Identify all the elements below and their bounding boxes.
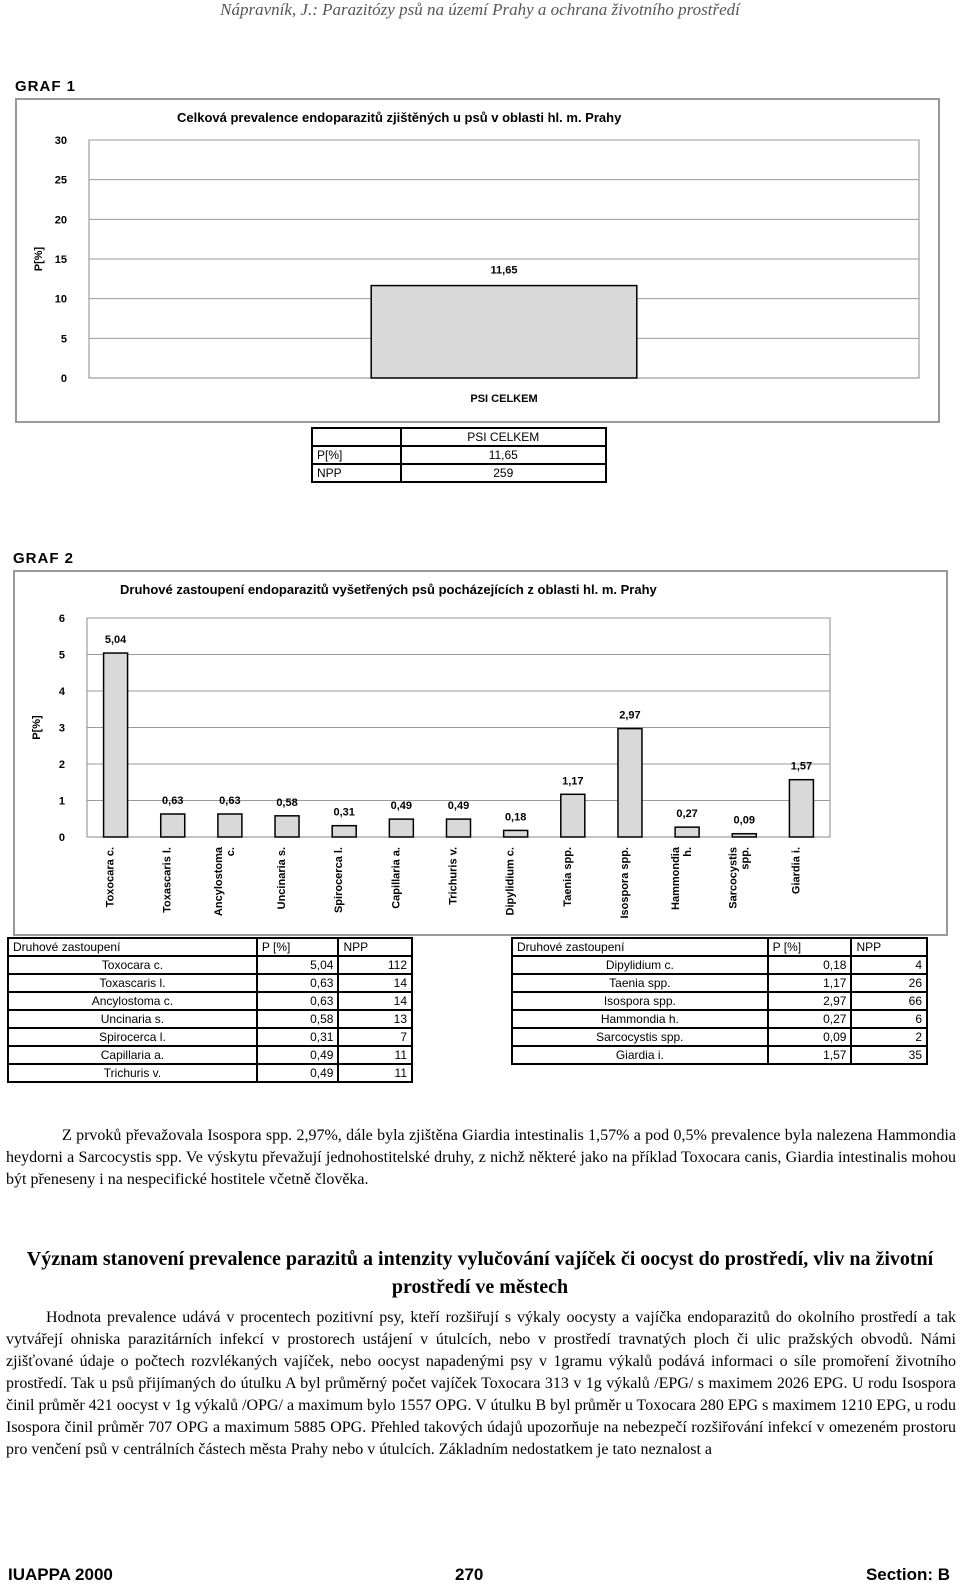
table-row <box>8 974 412 992</box>
x-tick-label: Ancylostoma <box>212 847 225 917</box>
table-cell: 1,57 <box>768 1046 852 1064</box>
bar <box>218 814 242 837</box>
table-cell: 2,97 <box>768 992 852 1010</box>
table-cell: 2 <box>851 1028 927 1046</box>
x-tick-label: c. <box>224 847 237 857</box>
y-tick-label: 20 <box>54 214 67 227</box>
graf1-chart-svg <box>17 100 938 421</box>
table-cell: 0,18 <box>768 956 852 974</box>
bar <box>504 830 528 837</box>
x-tick-label: Isospora spp. <box>618 847 631 919</box>
data-label: 0,49 <box>390 800 413 813</box>
column-header: NPP <box>338 938 412 956</box>
data-label: 0,18 <box>504 811 527 824</box>
x-tick-label: PSI CELKEM <box>470 393 538 405</box>
table-cell: 4 <box>851 956 927 974</box>
table-row <box>8 1046 412 1064</box>
table-cell: 0,09 <box>768 1028 852 1046</box>
table-cell: 13 <box>338 1010 412 1028</box>
x-tick-label: Spirocerca l. <box>333 847 346 914</box>
table-row <box>512 1010 927 1028</box>
table-row <box>512 1046 927 1064</box>
bar <box>104 653 128 837</box>
y-tick-label: 10 <box>54 293 67 306</box>
table-cell: Taenia spp. <box>512 974 768 992</box>
y-tick-label: 25 <box>54 174 67 187</box>
table-cell: Uncinaria s. <box>8 1010 257 1028</box>
table-cell: 0,63 <box>257 974 339 992</box>
table-cell: Toxocara c. <box>8 956 257 974</box>
table-cell: Spirocerca l. <box>8 1028 257 1046</box>
table-cell: 0,27 <box>768 1010 852 1028</box>
table-cell: 5,04 <box>257 956 339 974</box>
graf2-chart-title: Druhové zastoupení endoparazitů vyšetřených psů pocházejících z oblasti hl. m. Prahy <box>120 582 657 597</box>
y-axis-label: P[%] <box>31 715 43 740</box>
y-tick-label: 15 <box>54 254 67 266</box>
table-cell: 1,17 <box>768 974 852 992</box>
bar <box>275 816 299 837</box>
data-label: 0,58 <box>276 796 298 809</box>
footer-right: Section: B <box>865 1565 950 1584</box>
bar <box>446 819 470 837</box>
graf1-table-blank <box>312 428 401 446</box>
data-label: 0,09 <box>733 814 755 827</box>
y-tick-label: 30 <box>54 135 67 147</box>
x-tick-label: spp. <box>739 847 752 870</box>
paragraph-1: Z prvoků převažovala Isospora spp. 2,97%, dále byla zjištěna Giardia intestinalis 1,57% a pod 0,5% prevalence byla nalezena Hammondia heydorni a Sarcocystis spp. Ve výskytu převažují jednohostitelské druhy, z nichž některé jako na příklad Toxocara canis, Giardia intestinalis mohou být přeneseny i na nespecifické hostitele včetně člověka. <box>6 1127 956 1188</box>
data-label: 2,97 <box>619 709 641 722</box>
bar <box>789 780 813 837</box>
data-label: 0,27 <box>676 808 698 821</box>
bar <box>561 794 585 837</box>
graf2-table-left <box>7 937 413 1083</box>
column-header: P [%] <box>257 938 339 956</box>
table-cell: 0,63 <box>257 992 339 1010</box>
y-tick-label: 6 <box>58 613 65 625</box>
y-tick-label: 5 <box>60 333 67 346</box>
table-row <box>512 974 927 992</box>
table-row <box>8 1064 412 1082</box>
table-cell: 0,31 <box>257 1028 339 1046</box>
table-cell: 66 <box>851 992 927 1010</box>
bar <box>732 834 756 837</box>
footer-left: IUAPPA 2000 <box>8 1565 113 1584</box>
section-heading: Význam stanovení prevalence parazitů a intenzity vylučování vajíček či oocyst do prostředí, vliv na životní prostředí ve městech <box>26 1248 934 1298</box>
bar <box>161 814 185 837</box>
bar <box>332 826 356 837</box>
data-label: 0,31 <box>333 806 355 819</box>
data-label: 5,04 <box>104 634 127 647</box>
table-cell: 26 <box>851 974 927 992</box>
y-tick-label: 5 <box>58 649 65 662</box>
y-tick-label: 0 <box>60 373 67 385</box>
table-row <box>8 1010 412 1028</box>
graf2-chart-frame <box>13 570 948 936</box>
data-label: 0,49 <box>447 800 470 813</box>
bar <box>371 286 637 378</box>
table-row <box>312 464 606 482</box>
x-tick-label: Toxascaris l. <box>161 847 174 913</box>
table-header-row <box>512 938 927 956</box>
table-cell: Giardia i. <box>512 1046 768 1064</box>
page-number: 270 <box>455 1565 484 1584</box>
x-tick-label: Trichuris v. <box>447 847 460 905</box>
table-row <box>8 1028 412 1046</box>
graf1-data-table <box>311 427 607 483</box>
graf1-chart-frame <box>15 98 940 423</box>
table-cell: Sarcocystis spp. <box>512 1028 768 1046</box>
table-cell: Toxascaris l. <box>8 974 257 992</box>
page-footer <box>0 1565 960 1589</box>
x-tick-label: Sarcocystis <box>727 847 740 909</box>
column-header: NPP <box>851 938 927 956</box>
data-label: 0,63 <box>162 795 184 808</box>
bar <box>675 827 699 837</box>
paragraph-2: Hodnota prevalence udává v procentech pozitivní psy, kteří rozšiřují s výkaly oocysty a vajíčka endoparazitů do okolního prostředí a tak vytvářejí ohniska parazitárních infekcí v prostorech ustájení v útulcích, nebo v prostředí travnatých ploch či ulic pražských obvodů. Námi zjišťované údaje o počtech rozvlékaných vajíček, nebo oocyst napadenými psy v 1gramu výkalů podává informaci o síle promoření životního prostředí. Tak u psů přijímaných do útulku A byl průměrný počet vajíček Toxocara 313 v 1g výkalů /EPG/ s maximem 2026 EPG. U rodu Isospora činil průměr 421 oocyst v 1g výkalů /OPG/ a maximum bylo 1557 OPG. V útulku B byl průměr u Toxocara 280 EPG s maximem 1210 EPG, u rodu Isospora činil průměr 707 OPG a maximum 5885 OPG. Přehled takových údajů upozorňuje na nebezpečí rozšiřování infekcí v omezeném prostoru pro venčení psů v centrálních částech města Prahy nebo v útulcích. Základním nedostatkem je tato neznalost a <box>6 1309 956 1458</box>
graf1-label: GRAF 1 <box>15 78 77 95</box>
x-tick-label: Dipylidium c. <box>504 847 517 916</box>
y-tick-label: 0 <box>58 832 65 844</box>
x-tick-label: Giardia i. <box>790 847 803 895</box>
table-cell: P[%] <box>312 446 401 464</box>
table-cell: Isospora spp. <box>512 992 768 1010</box>
table-cell: 11,65 <box>401 446 606 464</box>
y-tick-label: 2 <box>58 759 65 771</box>
graf2-table-right <box>511 937 928 1065</box>
data-label: 11,65 <box>490 264 518 277</box>
y-tick-label: 3 <box>58 722 65 735</box>
table-cell: Dipylidium c. <box>512 956 768 974</box>
table-row <box>312 446 606 464</box>
x-tick-label: Taenia spp. <box>561 847 574 907</box>
table-cell: 11 <box>338 1064 412 1082</box>
table-cell: 7 <box>338 1028 412 1046</box>
table-row <box>8 992 412 1010</box>
data-label: 1,17 <box>562 775 584 788</box>
column-header: Druhové zastoupení <box>8 938 257 956</box>
x-tick-label: Uncinaria s. <box>276 847 289 910</box>
data-label: 1,57 <box>790 760 813 773</box>
table-cell: 35 <box>851 1046 927 1064</box>
table-cell: 14 <box>338 992 412 1010</box>
bar <box>389 819 413 837</box>
x-tick-label: h. <box>682 847 695 857</box>
running-header: Nápravník, J.: Parazitózy psů na území Prahy a ochrana životního prostředí <box>220 0 740 19</box>
table-row <box>8 956 412 974</box>
table-cell: 0,49 <box>257 1064 339 1082</box>
bar <box>618 729 642 837</box>
graf2-label: GRAF 2 <box>13 550 75 567</box>
y-axis-label: P[%] <box>33 246 45 272</box>
data-label: 0,63 <box>219 795 241 808</box>
table-row <box>512 956 927 974</box>
table-cell: 0,49 <box>257 1046 339 1064</box>
table-cell: NPP <box>312 464 401 482</box>
table-row <box>512 1028 927 1046</box>
table-cell: Trichuris v. <box>8 1064 257 1082</box>
table-cell: 0,58 <box>257 1010 339 1028</box>
x-tick-label: Toxocara c. <box>104 847 117 908</box>
table-cell: Hammondia h. <box>512 1010 768 1028</box>
y-tick-label: 4 <box>58 686 65 698</box>
graf1-table-header: PSI CELKEM <box>401 428 606 446</box>
table-cell: Capillaria a. <box>8 1046 257 1064</box>
table-cell: 259 <box>401 464 606 482</box>
x-tick-label: Capillaria a. <box>390 847 403 909</box>
table-cell: 112 <box>338 956 412 974</box>
y-tick-label: 1 <box>58 795 65 808</box>
graf2-chart-svg <box>15 572 946 934</box>
x-tick-label: Hammondia <box>670 847 683 910</box>
table-cell: 11 <box>338 1046 412 1064</box>
table-cell: 14 <box>338 974 412 992</box>
column-header: Druhové zastoupení <box>512 938 768 956</box>
table-row <box>512 992 927 1010</box>
graf1-chart-title: Celková prevalence endoparazitů zjištěných u psů v oblasti hl. m. Prahy <box>177 110 622 125</box>
table-cell: 6 <box>851 1010 927 1028</box>
table-cell: Ancylostoma c. <box>8 992 257 1010</box>
table-header-row <box>8 938 412 956</box>
column-header: P [%] <box>768 938 852 956</box>
